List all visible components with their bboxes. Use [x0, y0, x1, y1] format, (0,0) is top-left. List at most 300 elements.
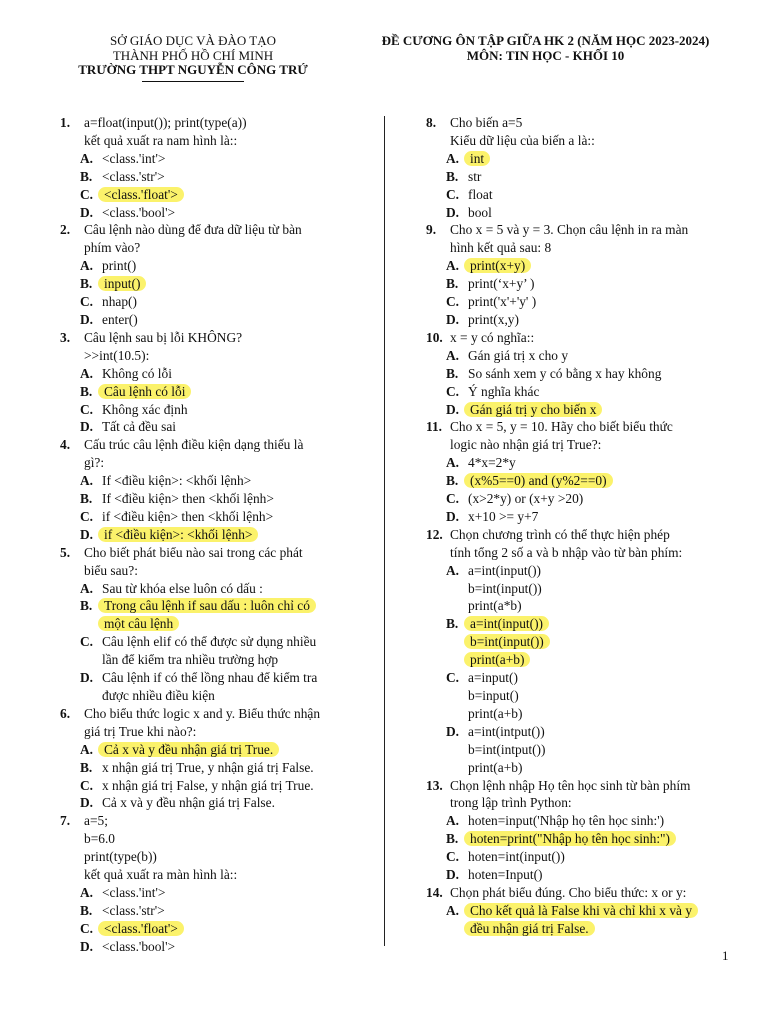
question-stem-line: Cho biết phát biểu nào sai trong các phát — [84, 544, 303, 560]
answer-option — [446, 275, 746, 293]
option-line — [468, 687, 746, 705]
answer-option — [446, 401, 746, 419]
option-line — [102, 275, 370, 293]
answer-option — [80, 669, 370, 705]
option-line — [102, 365, 370, 383]
option-line — [102, 920, 370, 938]
option-line — [468, 651, 746, 669]
option-letter: C. — [80, 401, 94, 417]
question-number: 9. — [426, 222, 437, 238]
question-number: 3. — [60, 329, 71, 345]
question-stem-line: Cho biểu thức logic x and y. Biểu thức nhận — [84, 705, 321, 721]
option-line — [468, 848, 746, 866]
option-letter: A. — [446, 813, 460, 829]
option-line — [468, 669, 746, 687]
option-line — [468, 490, 746, 508]
answer-option — [80, 597, 370, 633]
option-line — [468, 920, 746, 938]
page-number: 1 — [722, 948, 729, 963]
answer-option — [80, 472, 370, 490]
answer-option — [80, 490, 370, 508]
question-item — [426, 526, 746, 777]
question-number: 11. — [426, 419, 442, 435]
left-column — [60, 114, 370, 956]
option-text: hoten=Input() — [468, 867, 543, 883]
option-line — [468, 902, 746, 920]
option-text: float — [468, 186, 493, 202]
option-letter: D. — [446, 723, 460, 739]
option-line — [102, 204, 370, 222]
option-letter: C. — [446, 186, 460, 202]
question-stem-line: logic nào nhận giá trị True?: — [450, 437, 602, 453]
question-stem-line: Cho biến a=5 — [450, 115, 523, 130]
question-number: 5. — [60, 544, 71, 560]
option-text: <class.'int'> — [102, 150, 166, 166]
option-letter: C. — [80, 777, 94, 793]
option-letter: B. — [80, 383, 93, 399]
option-line — [102, 902, 370, 920]
answer-option — [80, 204, 370, 222]
exam-info — [358, 34, 733, 63]
answer-option — [446, 848, 746, 866]
answer-option — [80, 168, 370, 186]
answer-option — [80, 526, 370, 544]
question-stem-line: giá trị True khi nào?: — [84, 723, 197, 739]
answer-option — [446, 168, 746, 186]
highlighted-answer-text: int — [464, 151, 490, 166]
option-text: x+10 >= y+7 — [468, 508, 539, 524]
answer-option — [80, 508, 370, 526]
option-line — [102, 884, 370, 902]
option-text: được nhiều điều kiện — [102, 688, 215, 703]
option-letter: D. — [80, 795, 94, 811]
answer-option — [446, 472, 746, 490]
answer-option — [80, 759, 370, 777]
option-letter: B. — [446, 831, 459, 847]
option-text: Gán giá trị x cho y — [468, 347, 569, 363]
answer-option — [446, 562, 746, 616]
option-line — [102, 508, 370, 526]
question-stem-line: >>int(10.5): — [84, 347, 150, 363]
option-letter: D. — [446, 508, 460, 524]
option-letter: B. — [446, 473, 459, 489]
answer-option — [446, 365, 746, 383]
highlighted-answer-text: Cho kết quả là False khi và chỉ khi x và y — [464, 903, 698, 918]
question-stem-line: gì?: — [84, 455, 105, 471]
question-item — [60, 221, 370, 328]
question-stem-line: x = y có nghĩa:: — [450, 329, 535, 345]
option-letter: D. — [80, 311, 94, 327]
option-line — [102, 293, 370, 311]
answer-option — [80, 741, 370, 759]
option-text: So sánh xem y có bằng x hay không — [468, 365, 662, 381]
option-letter: B. — [446, 276, 459, 292]
question-stem-line: Cấu trúc câu lệnh điều kiện dạng thiếu là — [84, 437, 304, 453]
option-letter: D. — [80, 419, 94, 435]
highlighted-answer-text: <class.'float'> — [98, 187, 184, 202]
question-number: 12. — [426, 526, 443, 542]
option-line — [468, 204, 746, 222]
option-text: print(‘x+y’ ) — [468, 276, 535, 292]
option-line — [468, 257, 746, 275]
option-text: a=input() — [468, 670, 518, 686]
question-stem-line: Câu lệnh sau bị lỗi KHÔNG? — [84, 329, 243, 345]
option-letter: A. — [446, 562, 460, 578]
answer-option — [80, 150, 370, 168]
option-letter: B. — [446, 616, 459, 632]
school-name: TRƯỜNG THPT NGUYỄN CÔNG TRỨ — [78, 62, 308, 77]
option-line — [468, 633, 746, 651]
option-line — [468, 866, 746, 884]
question-number: 2. — [60, 222, 71, 238]
question-stem-line: Cho x = 5, y = 10. Hãy cho biết biểu thức — [450, 419, 673, 435]
option-line — [102, 526, 370, 544]
answer-option — [446, 257, 746, 275]
option-letter: C. — [446, 294, 460, 310]
option-line — [102, 597, 370, 615]
highlighted-answer-text: input() — [98, 276, 146, 291]
option-line — [468, 562, 746, 580]
option-line — [102, 311, 370, 329]
option-letter: D. — [80, 204, 94, 220]
option-text: Tất cả đều sai — [102, 419, 176, 435]
option-text: <class.'bool'> — [102, 938, 176, 954]
option-letter: C. — [80, 508, 94, 524]
highlighted-answer-text: a=int(input()) — [464, 616, 549, 631]
answer-option — [446, 830, 746, 848]
answer-option — [446, 615, 746, 669]
question-item — [426, 884, 746, 938]
answer-option — [446, 902, 746, 938]
city-name: THÀNH PHỐ HỒ CHÍ MINH — [112, 47, 274, 63]
question-item — [426, 114, 746, 221]
option-line — [102, 794, 370, 812]
option-letter: C. — [80, 186, 94, 202]
option-text: If <điều kiện> then <khối lệnh> — [102, 491, 274, 507]
question-stem-line: tính tổng 2 số a và b nhập vào từ bàn phím: — [450, 544, 683, 560]
option-letter: A. — [80, 473, 94, 489]
answer-option — [446, 669, 746, 723]
highlighted-answer-text: một câu lệnh — [98, 616, 179, 631]
question-number: 6. — [60, 705, 71, 721]
answer-option — [446, 186, 746, 204]
option-text: b=input() — [468, 688, 519, 703]
question-stem-line: kết quả xuất ra màn hình là:: — [84, 867, 238, 883]
question-item — [60, 436, 370, 543]
option-line — [468, 186, 746, 204]
option-letter: A. — [446, 150, 460, 166]
highlighted-answer-text: hoten=print("Nhập họ tên học sinh:") — [464, 831, 676, 846]
question-stem-line: a=float(input()); print(type(a)) — [84, 115, 247, 130]
option-letter: C. — [446, 491, 460, 507]
option-letter: B. — [446, 365, 459, 381]
question-number: 10. — [426, 329, 443, 345]
answer-option — [80, 794, 370, 812]
option-line — [102, 472, 370, 490]
option-letter: A. — [446, 258, 460, 274]
option-letter: A. — [80, 365, 94, 381]
option-text: <class.'str'> — [102, 902, 165, 918]
option-text: Sau từ khóa else luôn có dấu : — [102, 580, 263, 596]
question-stem-line: Chọn phát biểu đúng. Cho biểu thức: x or y: — [450, 884, 687, 900]
option-text: b=int(input()) — [468, 580, 542, 596]
question-item — [60, 114, 370, 221]
option-text: nhap() — [102, 294, 137, 310]
answer-option — [80, 383, 370, 401]
option-letter: C. — [446, 383, 460, 399]
option-line — [468, 705, 746, 723]
highlighted-answer-text: print(a+b) — [464, 652, 530, 667]
option-line — [102, 615, 370, 633]
highlighted-answer-text: Câu lệnh có lỗi — [98, 384, 191, 399]
question-item — [426, 221, 746, 328]
answer-option — [80, 311, 370, 329]
option-letter: C. — [446, 849, 460, 865]
option-line — [468, 472, 746, 490]
question-stem-line: hình kết quả sau: 8 — [450, 240, 552, 256]
option-letter: C. — [446, 670, 460, 686]
option-text: <class.'int'> — [102, 884, 166, 900]
answer-option — [80, 365, 370, 383]
question-stem-line: print(type(b)) — [84, 849, 157, 865]
option-line — [102, 401, 370, 419]
highlighted-answer-text: Cả x và y đều nhận giá trị True. — [98, 742, 279, 757]
question-number: 1. — [60, 115, 71, 130]
option-letter: A. — [80, 580, 94, 596]
question-stem-line: Kiểu dữ liệu của biến a là:: — [450, 132, 595, 148]
answer-option — [446, 311, 746, 329]
answer-option — [80, 920, 370, 938]
option-letter: C. — [80, 920, 94, 936]
option-line — [102, 186, 370, 204]
answer-option — [446, 204, 746, 222]
answer-option — [80, 257, 370, 275]
option-line — [468, 830, 746, 848]
question-item — [426, 418, 746, 525]
option-letter: A. — [80, 884, 94, 900]
highlighted-answer-text: print(x+y) — [464, 258, 531, 273]
option-line — [102, 418, 370, 436]
highlighted-answer-text: b=int(input()) — [464, 634, 550, 649]
answer-option — [80, 580, 370, 598]
option-text: Không xác định — [102, 401, 188, 417]
answer-option — [80, 401, 370, 419]
department-name: SỞ GIÁO DỤC VÀ ĐÀO TẠO — [110, 33, 276, 48]
option-line — [468, 347, 746, 365]
option-line — [468, 580, 746, 598]
option-text: Ý nghĩa khác — [468, 383, 540, 399]
option-letter: A. — [446, 347, 460, 363]
answer-option — [446, 454, 746, 472]
option-line — [468, 454, 746, 472]
answer-option — [80, 186, 370, 204]
question-item — [60, 544, 370, 705]
option-line — [102, 257, 370, 275]
option-letter: B. — [80, 168, 93, 184]
option-line — [468, 615, 746, 633]
option-line — [468, 508, 746, 526]
exam-title: ĐỀ CƯƠNG ÔN TẬP GIỮA HK 2 (NĂM HỌC 2023-2024) — [381, 33, 710, 48]
option-text: a=int(intput()) — [468, 723, 545, 739]
answer-option — [80, 418, 370, 436]
option-letter: B. — [446, 168, 459, 184]
question-number: 4. — [60, 437, 71, 453]
answer-option — [80, 275, 370, 293]
option-line — [102, 383, 370, 401]
answer-option — [80, 777, 370, 795]
question-item — [60, 705, 370, 812]
option-letter: B. — [80, 759, 93, 775]
option-text: bool — [468, 204, 492, 220]
answer-option — [446, 508, 746, 526]
option-line — [102, 669, 370, 687]
option-letter: A. — [446, 455, 460, 471]
highlighted-answer-text: <class.'float'> — [98, 921, 184, 936]
question-number: 14. — [426, 884, 443, 900]
option-text: print() — [102, 258, 137, 274]
option-line — [468, 741, 746, 759]
option-letter: B. — [80, 598, 93, 614]
question-item — [60, 329, 370, 436]
option-line — [102, 938, 370, 956]
highlighted-answer-text: if <điều kiện>: <khối lệnh> — [98, 527, 258, 542]
answer-option — [446, 490, 746, 508]
option-line — [102, 651, 370, 669]
answer-option — [446, 293, 746, 311]
option-line — [468, 168, 746, 186]
option-letter: B. — [80, 902, 93, 918]
option-line — [468, 597, 746, 615]
option-letter: A. — [80, 258, 94, 274]
answer-option — [80, 938, 370, 956]
option-letter: B. — [80, 276, 93, 292]
option-letter: A. — [446, 902, 460, 918]
subject-title: MÔN: TIN HỌC - KHỐI 10 — [466, 47, 625, 63]
column-divider — [384, 116, 385, 946]
option-text: x nhận giá trị True, y nhận giá trị False. — [102, 759, 314, 775]
answer-option — [80, 902, 370, 920]
option-line — [468, 812, 746, 830]
school-info — [38, 34, 348, 82]
question-number: 13. — [426, 777, 443, 793]
option-text: enter() — [102, 311, 138, 327]
question-stem-line: Câu lệnh nào dùng để đưa dữ liệu từ bàn — [84, 222, 302, 238]
answer-option — [80, 293, 370, 311]
header-underline — [142, 81, 244, 82]
question-number: 8. — [426, 115, 437, 130]
question-stem-line: Cho x = 5 và y = 3. Chọn câu lệnh in ra màn — [450, 222, 689, 238]
option-text: print(a+b) — [468, 759, 523, 775]
option-text: str — [468, 168, 482, 184]
question-stem-line: biểu sau?: — [84, 562, 138, 578]
option-letter: D. — [80, 526, 94, 542]
option-line — [468, 275, 746, 293]
option-line — [102, 759, 370, 777]
option-letter: D. — [80, 938, 94, 954]
option-text: a=int(input()) — [468, 562, 541, 578]
option-text: <class.'str'> — [102, 168, 165, 184]
highlighted-answer-text: (x%5==0) and (y%2==0) — [464, 473, 613, 488]
question-stem-line: trong lập trình Python: — [450, 795, 572, 811]
question-item — [426, 329, 746, 419]
option-text: (x>2*y) or (x+y >20) — [468, 491, 584, 507]
option-line — [468, 365, 746, 383]
answer-option — [446, 866, 746, 884]
option-letter: D. — [80, 670, 94, 686]
question-stem-line: Chọn chương trình có thể thực hiện phép — [450, 526, 670, 542]
option-text: 4*x=2*y — [468, 455, 516, 471]
option-letter: A. — [80, 150, 94, 166]
question-item — [60, 812, 370, 955]
answer-option — [446, 383, 746, 401]
document-header — [0, 34, 768, 94]
option-line — [468, 311, 746, 329]
option-line — [102, 150, 370, 168]
option-text: print('x'+'y' ) — [468, 294, 537, 310]
question-stem-line: Chọn lệnh nhập Họ tên học sinh từ bàn phím — [450, 777, 691, 793]
option-text: hoten=int(input()) — [468, 849, 565, 865]
option-line — [468, 150, 746, 168]
answer-option — [446, 723, 746, 777]
answer-option — [446, 150, 746, 168]
option-text: hoten=input('Nhập họ tên học sinh:') — [468, 813, 665, 829]
answer-option — [80, 633, 370, 669]
option-line — [468, 759, 746, 777]
option-line — [102, 580, 370, 598]
question-stem-line: a=5; — [84, 813, 108, 829]
option-text: if <điều kiện> then <khối lệnh> — [102, 508, 274, 524]
question-stem-line: b=6.0 — [84, 831, 115, 847]
option-letter: B. — [80, 491, 93, 507]
option-line — [102, 777, 370, 795]
option-text: Câu lệnh if có thể lồng nhau để kiểm tra — [102, 670, 318, 686]
option-letter: D. — [446, 204, 460, 220]
question-stem-line: phím vào? — [84, 240, 141, 256]
option-text: Cả x và y đều nhận giá trị False. — [102, 795, 275, 811]
right-column — [426, 114, 746, 938]
question-stem-line: kết quả xuất ra nam hình là:: — [84, 132, 238, 148]
question-item — [426, 777, 746, 884]
option-line — [468, 383, 746, 401]
option-text: Câu lệnh elif có thể được sử dụng nhiều — [102, 634, 317, 650]
option-line — [102, 633, 370, 651]
option-text: print(x,y) — [468, 311, 519, 327]
answer-option — [446, 812, 746, 830]
option-text: <class.'bool'> — [102, 204, 176, 220]
option-line — [468, 401, 746, 419]
option-letter: D. — [446, 867, 460, 883]
option-line — [468, 723, 746, 741]
option-text: print(a*b) — [468, 598, 522, 614]
option-text: Không có lỗi — [102, 365, 172, 381]
answer-option — [446, 347, 746, 365]
highlighted-answer-text: Gán giá trị y cho biến x — [464, 402, 602, 417]
option-letter: A. — [80, 741, 94, 757]
highlighted-answer-text: đều nhận giá trị False. — [464, 921, 595, 936]
question-number: 7. — [60, 813, 71, 829]
highlighted-answer-text: Trong câu lệnh if sau dấu : luôn chỉ có — [98, 598, 316, 613]
option-line — [102, 687, 370, 705]
option-text: lần để kiểm tra nhiều trường hợp — [102, 652, 279, 668]
option-text: print(a+b) — [468, 705, 523, 721]
option-line — [102, 741, 370, 759]
option-line — [102, 490, 370, 508]
option-line — [468, 293, 746, 311]
option-letter: D. — [446, 311, 460, 327]
option-line — [102, 168, 370, 186]
option-letter: C. — [80, 294, 94, 310]
option-letter: C. — [80, 634, 94, 650]
